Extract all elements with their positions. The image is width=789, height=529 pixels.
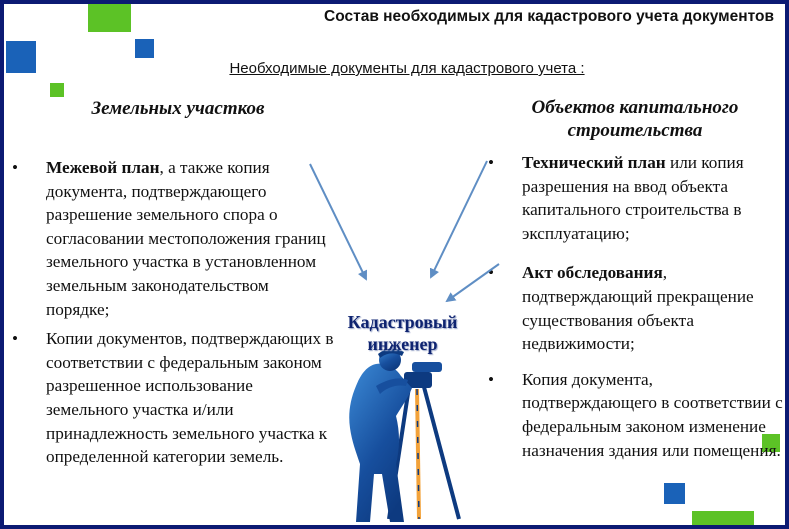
slide-subtitle: Необходимые документы для кадастрового учета :: [229, 60, 585, 77]
item-bold: Акт обследования: [522, 263, 663, 283]
left-column-heading: Земельных участков: [91, 98, 265, 119]
item-text: или копия разрешения на ввод объекта капитального строительства в эксплуатацию;: [522, 153, 744, 243]
bullet: •: [12, 158, 19, 177]
center-label: Кадастровый инженер: [347, 312, 458, 354]
item-bold: Межевой план: [46, 158, 160, 177]
surveyor-silhouette-icon: [349, 348, 459, 522]
right-column-heading: Объектов капитального строительства: [531, 97, 739, 141]
bullet: •: [12, 329, 19, 349]
bullet: •: [488, 369, 495, 389]
slide-title: Состав необходимых для кадастрового учета документов: [324, 8, 774, 25]
item-text: Копия документа, подтверждающего в соответствии с федеральным законом изменение назначения здания или помещения.: [522, 369, 783, 460]
item-text: , подтверждающий прекращение существования объекта недвижимости;: [522, 263, 754, 354]
diagram-graphics: [4, 4, 785, 525]
arrow-icon: [310, 164, 366, 279]
bullet: •: [488, 263, 495, 283]
bullet: •: [488, 153, 495, 172]
item-text: , а также копия документа, подтверждающего разрешение земельного спора о согласовании местоположения границ земельного участка в установленном земельным законодательством порядке;: [46, 158, 326, 319]
item-text: Копии документов, подтверждающих в соответствии с федеральным законом разрешенное использование земельного участка и/или принадлежность земельного участка к определенной категории земель.: [46, 329, 334, 467]
item-bold: Технический план: [522, 153, 666, 172]
arrow-icon: [447, 264, 499, 301]
arrow-icon: [431, 161, 487, 277]
